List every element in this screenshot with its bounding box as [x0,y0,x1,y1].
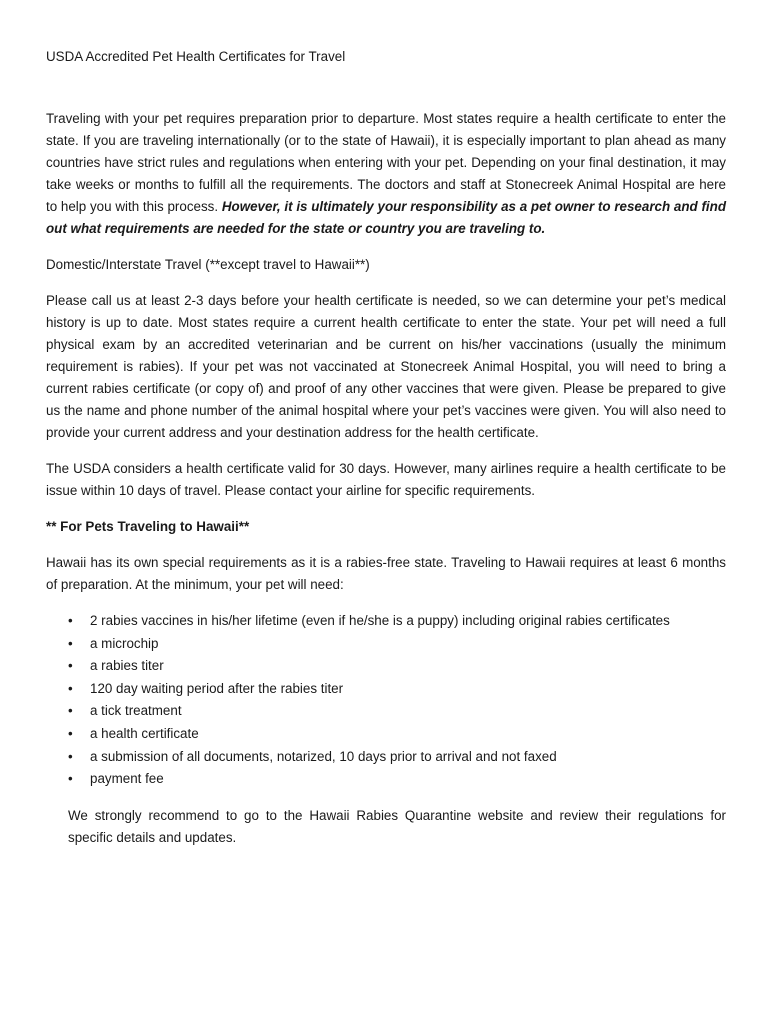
bullet-icon: • [68,725,73,741]
validity-paragraph: The USDA considers a health certificate valid for 30 days. However, many airlines require a health certificate to be issue within 10 days of travel. Please contact your airline for specific requirements. [46,461,726,498]
list-item-text: 120 day waiting period after the rabies titer [90,680,344,696]
list-item-text: a tick treatment [90,703,182,719]
recommendation-paragraph: We strongly recommend to go to the Hawaii Rabies Quarantine website and review their regulations for specific details and updates. [68,807,726,845]
domestic-heading: Domestic/Interstate Travel (**except travel to Hawaii**) [46,257,370,272]
hawaii-requirements-list [46,610,726,791]
list-item-text: a health certificate [90,725,199,741]
list-item-text: 2 rabies vaccines in his/her lifetime (even if he/she is a puppy) including original rabies certificates [90,613,670,628]
bullet-icon: • [68,613,73,628]
bullet-icon: • [68,771,73,787]
list-item [46,768,726,791]
bullet-icon: • [68,680,73,696]
bullet-icon: • [68,748,73,764]
list-item [46,678,726,701]
list-item [46,655,726,678]
bullet-icon: • [68,703,73,719]
document-title: USDA Accredited Pet Health Certificates for Travel [46,49,346,64]
list-item [46,610,726,633]
document-page [46,46,726,863]
list-item-text: payment fee [90,771,164,787]
intro-text: Traveling with your pet requires preparation prior to departure. Most states require a health certificate to enter the state. If you are traveling internationally (or to the state of Hawaii), it is especially important to plan ahead as many countries have strict rules and regulations when entering with your pet. Depending on your final destination, it may take weeks or months to fulfill all the requirements. The doctors and staff at Stonecreek Animal Hospital are here to help you with this process. [46,111,726,214]
intro-paragraph [46,108,726,240]
hawaii-heading: ** For Pets Traveling to Hawaii** [46,519,250,534]
list-item [46,633,726,656]
list-item [46,700,726,723]
list-item-text: a submission of all documents, notarized, 10 days prior to arrival and not faxed [90,748,557,764]
list-item [46,746,726,769]
intro-emphasis: However, it is ultimately your responsibility as a pet owner to research and find out what requirements are needed for the state or country you are traveling to. [46,199,727,236]
hawaii-intro-paragraph: Hawaii has its own special requirements as it is a rabies-free state. Traveling to Hawaii requires at least 6 months of preparation. At the minimum, your pet will need: [46,555,726,592]
list-item-text: a microchip [90,635,159,651]
bullet-icon: • [68,635,73,651]
bullet-icon: • [68,658,73,674]
list-item [46,723,726,746]
domestic-paragraph: Please call us at least 2-3 days before your health certificate is needed, so we can determine your pet’s medical history is up to date. Most states require a current health certificate to enter the state. Your pet will need a full physical exam by an accredited veterinarian and be current on his/her vaccinations (usually the minimum requirement is rabies). If your pet was not vaccinated at Stonecreek Animal Hospital, you will need to bring a current rabies certificate (or copy of) and proof of any other vaccines that were given. Please be prepared to give us the name and phone number of the animal hospital where your pet’s vaccines were given. You will also need to provide your current address and your destination address for the health certificate. [46,293,726,440]
list-item-text: a rabies titer [90,658,164,674]
